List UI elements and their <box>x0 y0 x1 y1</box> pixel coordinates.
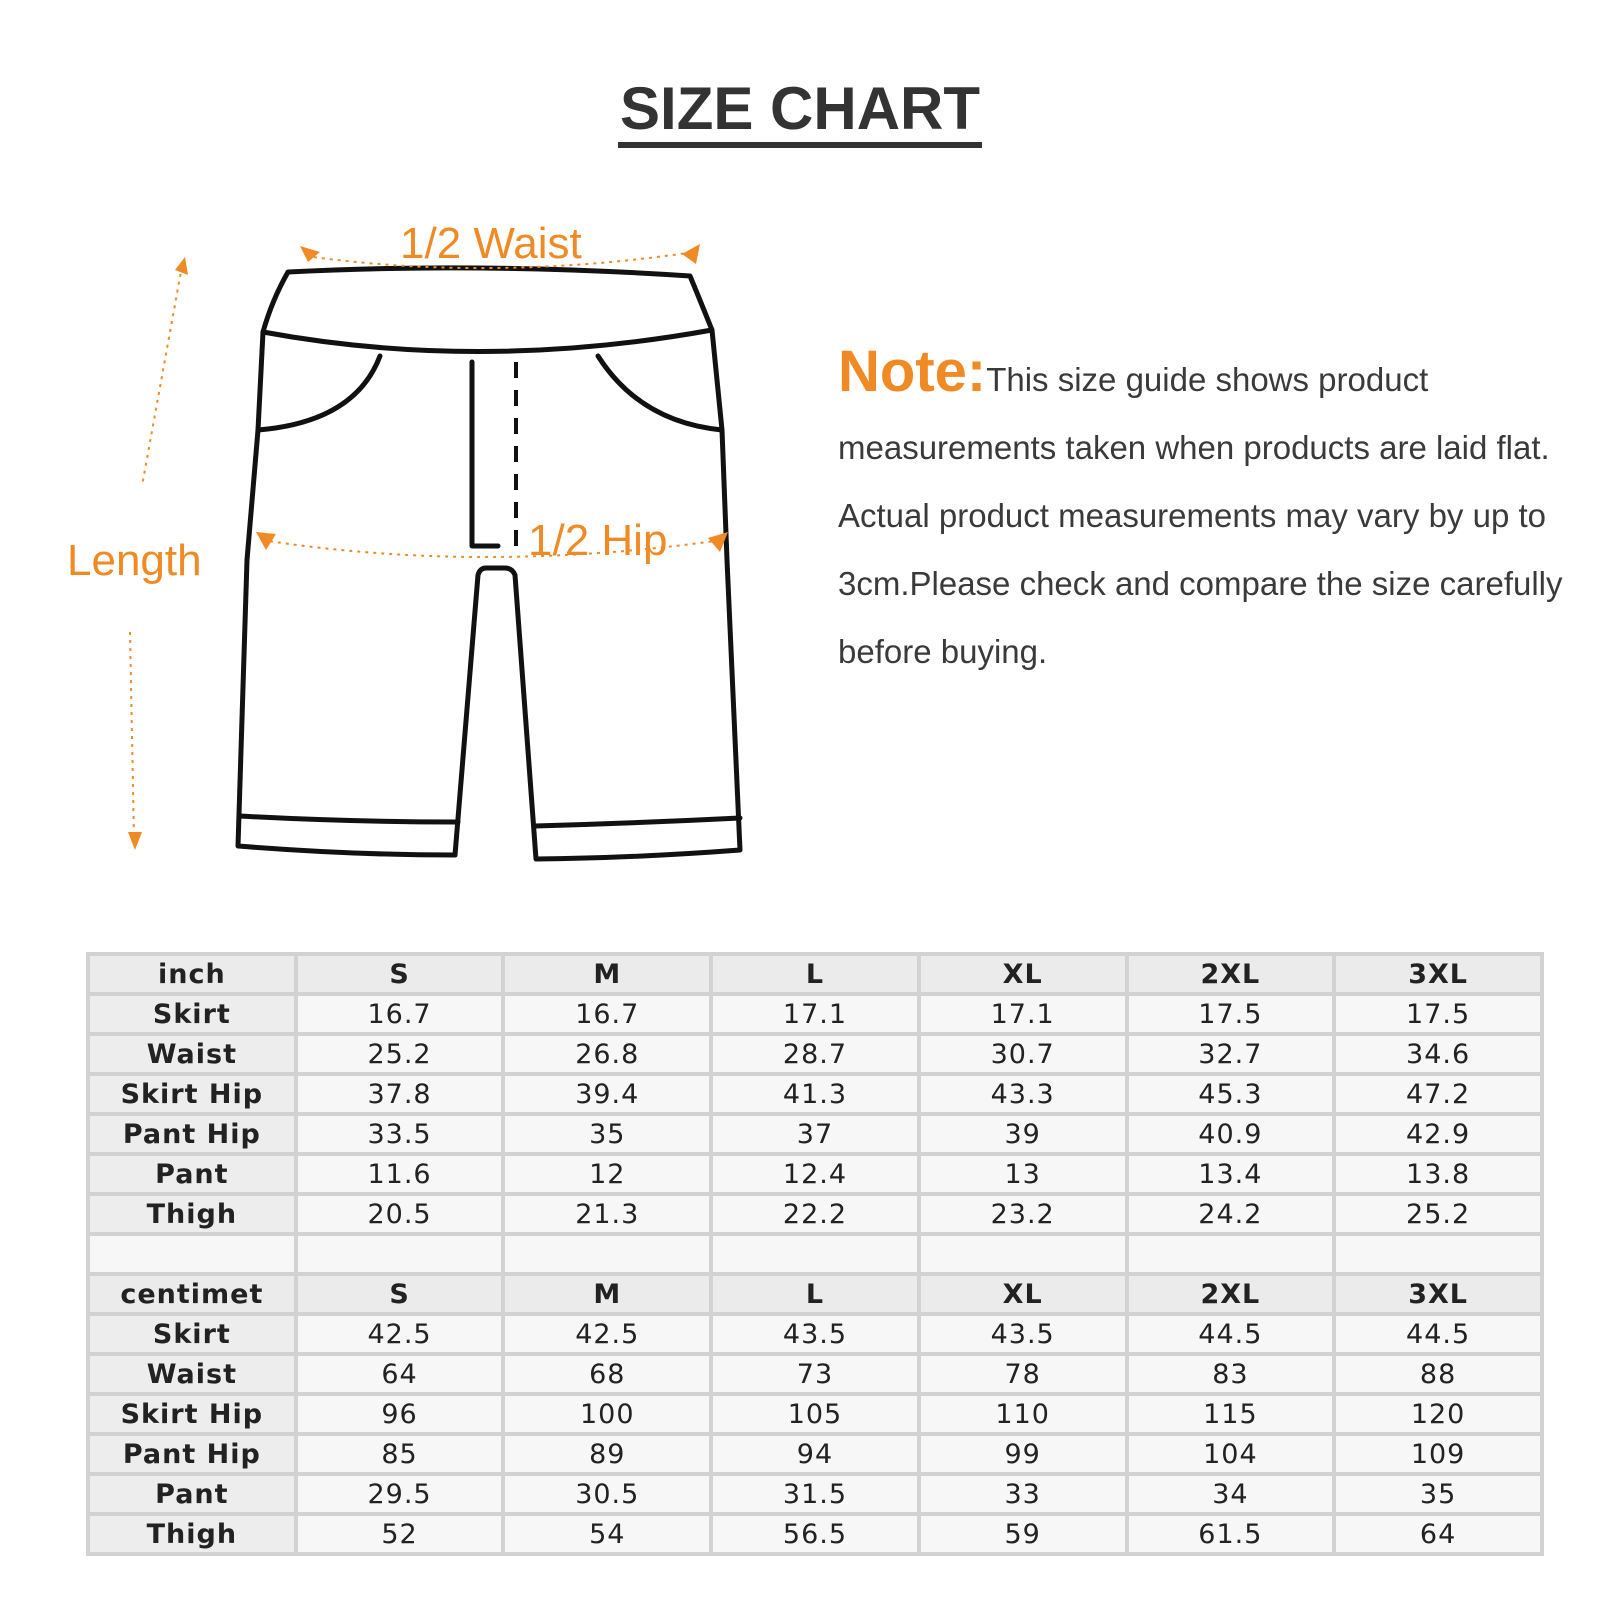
table-cell: 115 <box>1129 1396 1333 1432</box>
table-cell: 33.5 <box>298 1116 502 1152</box>
left-hem <box>239 816 458 822</box>
table-cell: 64 <box>1336 1516 1540 1552</box>
row-label: Pant <box>90 1156 294 1192</box>
table-cell: 13 <box>921 1156 1125 1192</box>
table-cell: 42.9 <box>1336 1116 1540 1152</box>
table-cell: 35 <box>1336 1476 1540 1512</box>
row-label: Pant <box>90 1476 294 1512</box>
table-cell: 104 <box>1129 1436 1333 1472</box>
row-label: Pant Hip <box>90 1116 294 1152</box>
table-cell: 100 <box>505 1396 709 1432</box>
inch-header-row <box>90 956 1540 992</box>
spacer-row <box>90 1236 1540 1272</box>
length-label: Length <box>67 536 202 585</box>
table-cell: 54 <box>505 1516 709 1552</box>
table-cell: 37.8 <box>298 1076 502 1112</box>
table-cell: 88 <box>1336 1356 1540 1392</box>
table-cell: 13.4 <box>1129 1156 1333 1192</box>
table-cell: 39.4 <box>505 1076 709 1112</box>
row-label: Skirt Hip <box>90 1396 294 1432</box>
table-cell: 17.1 <box>921 996 1125 1032</box>
table-row <box>90 1316 1540 1352</box>
table-cell: 110 <box>921 1396 1125 1432</box>
table-row <box>90 1196 1540 1232</box>
table-cell: 13.8 <box>1336 1156 1540 1192</box>
table-cell: 105 <box>713 1396 917 1432</box>
table-cell: 34 <box>1129 1476 1333 1512</box>
table-row <box>90 996 1540 1032</box>
row-label: Skirt <box>90 996 294 1032</box>
table-row <box>90 1396 1540 1432</box>
table-cell: 44.5 <box>1336 1316 1540 1352</box>
table-cell: 44.5 <box>1129 1316 1333 1352</box>
size-header-cell: 2XL <box>1129 956 1333 992</box>
table-cell: 25.2 <box>1336 1196 1540 1232</box>
shorts-diagram <box>0 0 800 900</box>
table-cell: 28.7 <box>713 1036 917 1072</box>
empty-cell <box>1129 1236 1333 1272</box>
left-pocket <box>258 356 380 430</box>
table-cell: 94 <box>713 1436 917 1472</box>
row-label: Thigh <box>90 1516 294 1552</box>
table-cell: 30.7 <box>921 1036 1125 1072</box>
table-cell: 40.9 <box>1129 1116 1333 1152</box>
table-cell: 22.2 <box>713 1196 917 1232</box>
table-cell: 61.5 <box>1129 1516 1333 1552</box>
size-table <box>86 952 1544 1556</box>
table-cell: 42.5 <box>298 1316 502 1352</box>
length-guide-upper <box>142 266 182 486</box>
row-label: Pant Hip <box>90 1436 294 1472</box>
row-label: Skirt <box>90 1316 294 1352</box>
table-cell: 43.5 <box>713 1316 917 1352</box>
table-cell: 99 <box>921 1436 1125 1472</box>
table-cell: 109 <box>1336 1436 1540 1472</box>
unit-cell-inch: inch <box>90 956 294 992</box>
table-cell: 24.2 <box>1129 1196 1333 1232</box>
table-cell: 31.5 <box>713 1476 917 1512</box>
empty-cell <box>921 1236 1125 1272</box>
table-row <box>90 1436 1540 1472</box>
size-header-cell: L <box>713 1276 917 1312</box>
empty-cell <box>90 1236 294 1272</box>
table-cell: 25.2 <box>298 1036 502 1072</box>
size-header-cell: L <box>713 956 917 992</box>
table-cell: 39 <box>921 1116 1125 1152</box>
table-row <box>90 1356 1540 1392</box>
row-label: Skirt Hip <box>90 1076 294 1112</box>
table-cell: 47.2 <box>1336 1076 1540 1112</box>
waist-arrow-right-icon <box>682 244 700 264</box>
hip-arrow-left-icon <box>256 532 276 550</box>
table-cell: 17.1 <box>713 996 917 1032</box>
table-cell: 11.6 <box>298 1156 502 1192</box>
size-header-cell: S <box>298 956 502 992</box>
table-cell: 56.5 <box>713 1516 917 1552</box>
table-cell: 43.3 <box>921 1076 1125 1112</box>
table-cell: 96 <box>298 1396 502 1432</box>
waist-arrow-left-icon <box>300 246 320 262</box>
table-cell: 17.5 <box>1336 996 1540 1032</box>
size-header-cell: M <box>505 1276 709 1312</box>
table-cell: 73 <box>713 1356 917 1392</box>
note-label: Note: <box>838 339 987 404</box>
right-hem <box>535 818 740 826</box>
table-cell: 26.8 <box>505 1036 709 1072</box>
table-cell: 64 <box>298 1356 502 1392</box>
title-text: SIZE CHART <box>618 78 982 148</box>
table-cell: 34.6 <box>1336 1036 1540 1072</box>
length-arrow-up-icon <box>175 257 188 275</box>
table-cell: 32.7 <box>1129 1036 1333 1072</box>
table-cell: 83 <box>1129 1356 1333 1392</box>
table-cell: 12 <box>505 1156 709 1192</box>
size-header-cell: XL <box>921 956 1125 992</box>
size-header-cell: XL <box>921 1276 1125 1312</box>
table-row <box>90 1076 1540 1112</box>
size-header-cell: 3XL <box>1336 956 1540 992</box>
table-row <box>90 1036 1540 1072</box>
table-row <box>90 1516 1540 1552</box>
table-cell: 17.5 <box>1129 996 1333 1032</box>
table-cell: 33 <box>921 1476 1125 1512</box>
table-cell: 16.7 <box>505 996 709 1032</box>
waist-label: 1/2 Waist <box>400 219 582 268</box>
size-header-cell: 3XL <box>1336 1276 1540 1312</box>
size-header-cell: M <box>505 956 709 992</box>
table-cell: 41.3 <box>713 1076 917 1112</box>
fly-line <box>472 362 498 546</box>
row-label: Waist <box>90 1036 294 1072</box>
empty-cell <box>713 1236 917 1272</box>
row-label: Waist <box>90 1356 294 1392</box>
table-cell: 45.3 <box>1129 1076 1333 1112</box>
table-cell: 89 <box>505 1436 709 1472</box>
note-block <box>838 338 1578 686</box>
table-cell: 16.7 <box>298 996 502 1032</box>
hip-label: 1/2 Hip <box>528 516 668 565</box>
length-arrow-down-icon <box>128 832 142 850</box>
centimet-header-row <box>90 1276 1540 1312</box>
table-cell: 42.5 <box>505 1316 709 1352</box>
empty-cell <box>1336 1236 1540 1272</box>
table-cell: 23.2 <box>921 1196 1125 1232</box>
note-text: This size guide shows product measurements taken when products are laid flat. Actual product measurements may vary by up to 3cm.Please check and compare the size carefully before buying. <box>838 361 1563 670</box>
size-header-cell: 2XL <box>1129 1276 1333 1312</box>
waistband-line <box>263 330 712 352</box>
row-label: Thigh <box>90 1196 294 1232</box>
table-cell: 68 <box>505 1356 709 1392</box>
table-row <box>90 1116 1540 1152</box>
table-cell: 59 <box>921 1516 1125 1552</box>
size-header-cell: S <box>298 1276 502 1312</box>
length-guide-lower <box>130 632 134 840</box>
table-cell: 85 <box>298 1436 502 1472</box>
table-cell: 120 <box>1336 1396 1540 1432</box>
table-row <box>90 1476 1540 1512</box>
empty-cell <box>298 1236 502 1272</box>
table-cell: 52 <box>298 1516 502 1552</box>
table-cell: 29.5 <box>298 1476 502 1512</box>
right-pocket <box>598 356 722 430</box>
table-cell: 21.3 <box>505 1196 709 1232</box>
table-cell: 43.5 <box>921 1316 1125 1352</box>
empty-cell <box>505 1236 709 1272</box>
unit-cell-centimet: centimet <box>90 1276 294 1312</box>
table-cell: 20.5 <box>298 1196 502 1232</box>
table-cell: 78 <box>921 1356 1125 1392</box>
table-cell: 30.5 <box>505 1476 709 1512</box>
table-cell: 35 <box>505 1116 709 1152</box>
table-cell: 12.4 <box>713 1156 917 1192</box>
table-row <box>90 1156 1540 1192</box>
table-cell: 37 <box>713 1116 917 1152</box>
